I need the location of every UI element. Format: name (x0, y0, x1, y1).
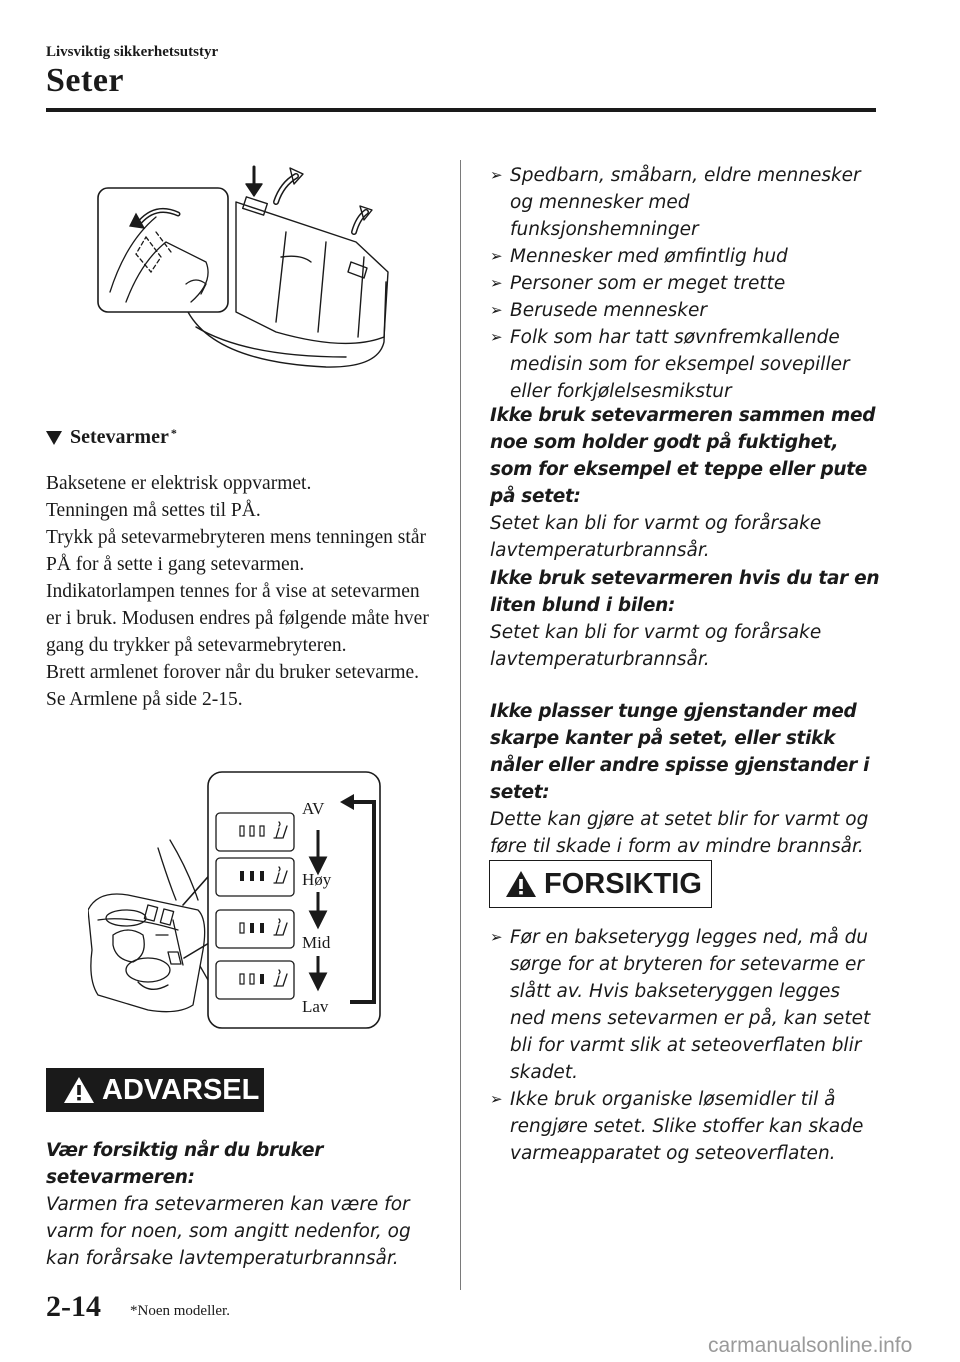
list-item: ➢ Berusede mennesker (490, 297, 880, 324)
bullet-arrow-icon: ➢ (490, 328, 503, 346)
bullet-arrow-icon: ➢ (490, 166, 503, 184)
warning-triangle-icon (504, 869, 538, 899)
warning-heading: Ikke bruk setevarmeren hvis du tar en liten blund i bilen: (490, 568, 880, 616)
bullet-arrow-icon: ➢ (490, 928, 503, 946)
column-divider (460, 160, 461, 1290)
footnote: *Noen modeller. (130, 1303, 230, 1319)
mode-label-hoy: Høy (302, 870, 332, 889)
list-item: ➢ Personer som er meget trette (490, 270, 880, 297)
mode-label-av: AV (302, 799, 325, 818)
bullet-arrow-icon: ➢ (490, 1090, 503, 1108)
warning-sharp-objects (490, 698, 880, 860)
paragraph: Trykk på setevarmebryteren mens tenningen står PÅ for å sette i gang setevarmen. Indikatorlampen tennes for å vise at setevarmen er i bruk. Modusen endres på følgende måte hver gang du trykker på setevarmebryteren. (46, 527, 429, 656)
warning-badge-label: ADVARSEL (102, 1073, 260, 1106)
rear-seat-illustration (96, 162, 390, 387)
warning-body: Dette kan gjøre at setet blir for varmt og føre til skade i form av mindre brannsår. (490, 809, 869, 857)
warning-heading: Ikke bruk setevarmeren sammen med noe som holder godt på fuktighet, som for eksempel et teppe eller pute på setet: (490, 405, 876, 507)
caution-badge (489, 860, 712, 908)
list-item: ➢ Mennesker med ømfintlig hud (490, 243, 880, 270)
bullet-arrow-icon: ➢ (490, 301, 503, 319)
section-heading (46, 426, 177, 449)
warning-text (46, 1137, 446, 1272)
page-number: 2-14 (46, 1290, 101, 1323)
chapter-title: Seter (46, 62, 125, 99)
warning-heading: Vær forsiktig når du bruker setevarmeren: (46, 1140, 324, 1188)
paragraph: Tenningen må settes til PÅ. (46, 500, 261, 521)
risk-group-list (490, 162, 880, 405)
header-rule (46, 108, 876, 112)
paragraph: Se Armlene på side 2-15. (46, 689, 243, 710)
warning-moisture (490, 402, 880, 564)
list-item: ➢ Folk som har tatt søvnfremkallende medisin som for eksempel sovepiller eller forkjølelsesmikstur (490, 324, 880, 405)
warning-badge (46, 1068, 264, 1112)
paragraph: Baksetene er elektrisk oppvarmet. (46, 473, 312, 494)
section-heading-text: Setevarmer (70, 426, 169, 448)
mode-label-mid: Mid (302, 933, 331, 952)
caution-list (490, 924, 880, 1167)
warning-body: Varmen fra setevarmeren kan være for varm for noen, som angitt nedenfor, og kan forårsake lavtemperaturbrannsår. (46, 1194, 411, 1269)
list-item: ➢ Spedbarn, småbarn, eldre mennesker og mennesker med funksjonshemninger (490, 162, 880, 243)
section-triangle-icon (46, 431, 62, 445)
paragraph: Brett armlenet forover når du bruker setevarme. (46, 662, 420, 683)
warning-heading: Ikke plasser tunge gjenstander med skarpe kanter på setet, eller stikk nåler eller andre spisse gjenstander i setet: (490, 701, 870, 803)
section-kicker: Livsviktig sikkerhetsutstyr (46, 44, 219, 60)
bullet-arrow-icon: ➢ (490, 274, 503, 292)
caution-badge-label: FORSIKTIG (544, 867, 702, 900)
warning-nap (490, 565, 880, 673)
seat-heater-description (46, 470, 431, 713)
warning-body: Setet kan bli for varmt og forårsake lavtemperaturbrannsår. (490, 622, 822, 670)
warning-body: Setet kan bli for varmt og forårsake lavtemperaturbrannsår. (490, 513, 822, 561)
warning-triangle-icon (62, 1075, 96, 1105)
model-footnote-mark: * (170, 426, 177, 440)
bullet-arrow-icon: ➢ (490, 247, 503, 265)
watermark: carmanualsonline.info (708, 1334, 913, 1357)
seat-heater-switch-illustration (88, 770, 384, 1032)
list-item: ➢ Før en bakseterygg legges ned, må du sørge for at bryteren for setevarme er slått av. Hvis bakseteryggen legges ned mens setevarmen er på, kan setet bli for varmt slik at seteoverflaten blir skadet. (490, 924, 880, 1086)
mode-label-lav: Lav (302, 997, 329, 1016)
list-item: ➢ Ikke bruk organiske løsemidler til å rengjøre setet. Slike stoffer kan skade varmeapparatet og seteoverflaten. (490, 1086, 880, 1167)
